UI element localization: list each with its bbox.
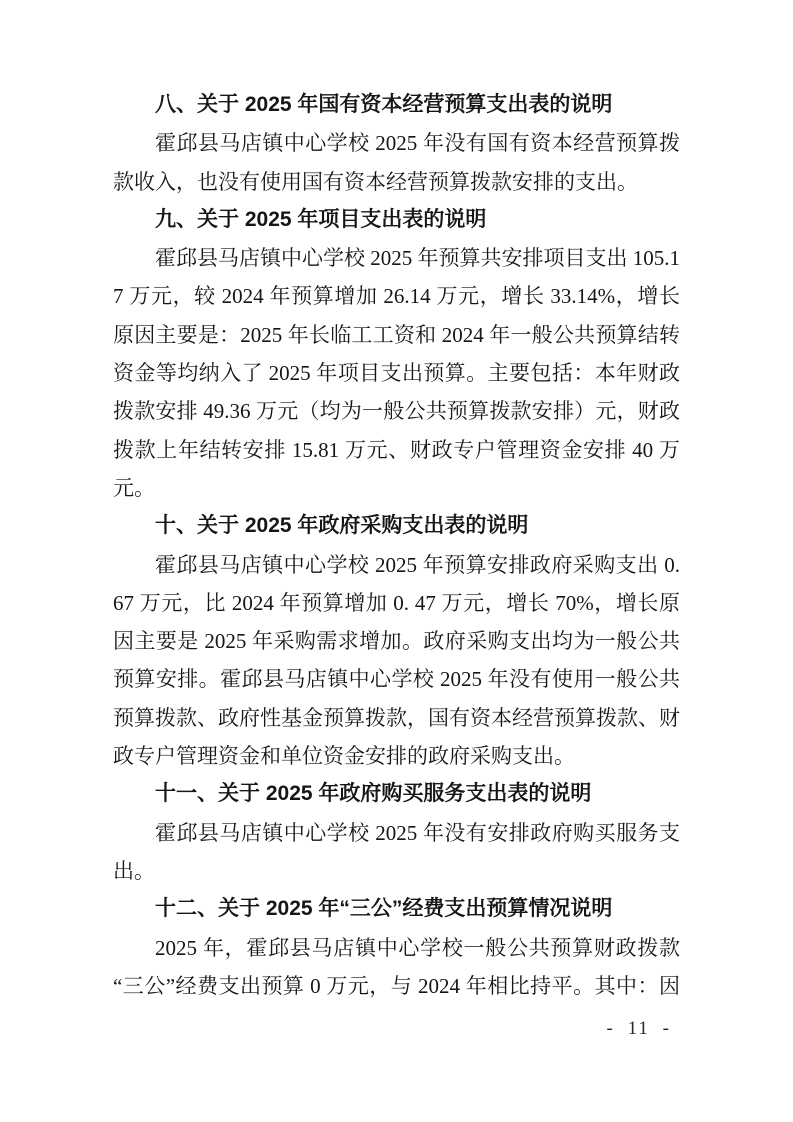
section-10-paragraph: 霍邱县马店镇中心学校 2025 年预算安排政府采购支出 0. 67 万元，比 2024 年预算增加 0. 47 万元，增长 70%，增长原因主要是 2025 年采购需求增加。政府采购支出均为一般公共预算安排。霍邱县马店镇中心学校 2025 年没有使用一般公共预算拨款、政府性基金预算拨款，国有资本经营预算拨款、财政专户管理资金和单位资金安排的政府采购支出。 — [113, 552, 680, 769]
document-content — [113, 86, 680, 1005]
section-12-heading: 十二、关于 2025 年“三公”经费支出预算情况说明 — [155, 897, 613, 921]
section-9-paragraph: 霍邱县马店镇中心学校 2025 年预算共安排项目支出 105.17 万元，较 2024 年预算增加 26.14 万元，增长 33.14%，增长原因主要是：2025 年长临工工资和 2024 年一般公共预算结转资金等均纳入了 2025 年项目支出预算。主要包括：本年财政拨款安排 49.36 万元（均为一般公共预算拨款安排）元，财政拨款上年结转安排 15.81 万元、财政专户管理资金安排 40 万元。 — [113, 246, 680, 500]
page-number: - 11 - — [606, 1018, 671, 1039]
section-10-heading: 十、关于 2025 年政府采购支出表的说明 — [155, 514, 529, 538]
section-8-paragraph: 霍邱县马店镇中心学校 2025 年没有国有资本经营预算拨款收入，也没有使用国有资本经营预算拨款安排的支出。 — [113, 131, 680, 194]
section-12-paragraph: 2025 年，霍邱县马店镇中心学校一般公共预算财政拨款“三公”经费支出预算 0 万元，与 2024 年相比持平。其中：因 — [113, 935, 680, 998]
section-9-heading: 九、关于 2025 年项目支出表的说明 — [155, 207, 487, 231]
section-11-paragraph: 霍邱县马店镇中心学校 2025 年没有安排政府购买服务支出。 — [113, 820, 680, 883]
section-11-heading: 十一、关于 2025 年政府购买服务支出表的说明 — [155, 782, 592, 806]
section-8-heading: 八、关于 2025 年国有资本经营预算支出表的说明 — [155, 93, 613, 116]
